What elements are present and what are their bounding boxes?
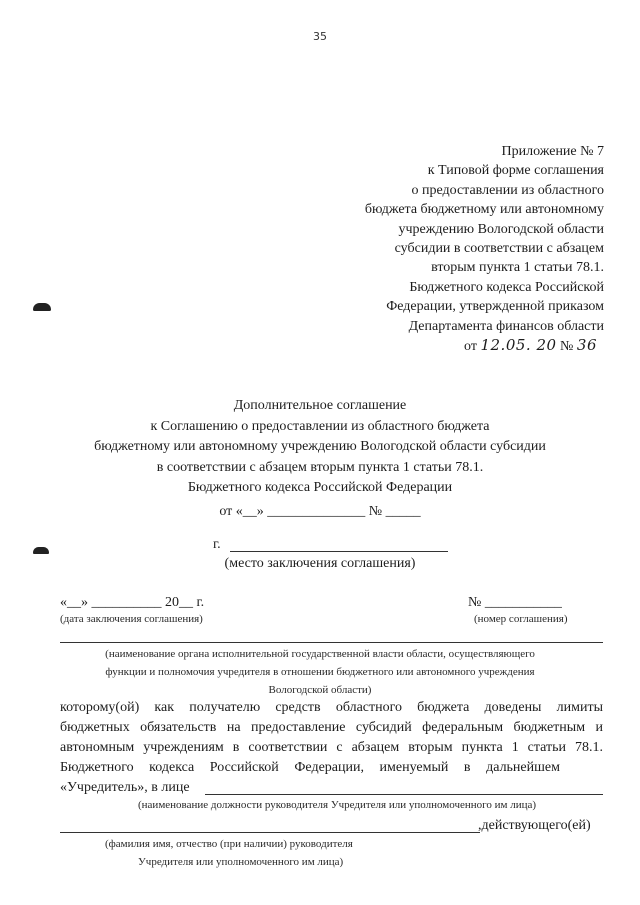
appendix-line: учреждению Вологодской области	[398, 221, 604, 237]
order-reference	[365, 336, 604, 356]
binding-hole-mark	[33, 303, 51, 311]
appendix-line: Бюджетного кодекса Российской	[409, 279, 604, 295]
order-date-handwritten: 12.05. 20	[480, 336, 557, 355]
body-paragraph-line: автономным учреждениям в соответствии с абзацем вторым пункта 1 статьи 78.1.	[60, 740, 603, 755]
title-line: к Соглашению о предоставлении из областного бюджета	[150, 418, 490, 434]
title-line: Дополнительное соглашение	[233, 398, 407, 413]
appendix-line: Департамента финансов области	[408, 318, 604, 334]
acting-text: ,действующего(ей)	[478, 818, 591, 833]
appendix-line: Федерации, утвержденной приказом	[386, 299, 604, 315]
body-paragraph-line: «Учредитель», в лице	[60, 780, 190, 795]
title-line: в соответствии с абзацем вторым пункта 1 статьи 78.1.	[156, 459, 484, 475]
appendix-line: о предоставлении из областного	[411, 182, 604, 198]
order-prefix: от	[464, 339, 477, 355]
appendix-line: бюджета бюджетному или автономному	[364, 202, 604, 218]
page-number: 35	[313, 30, 327, 43]
number-line: № ___________	[468, 595, 562, 610]
appendix-line: вторым пункта 1 статьи 78.1.	[431, 260, 604, 276]
organ-caption: Вологодской области)	[268, 684, 372, 696]
binding-hole-mark	[33, 547, 49, 554]
title-from-line: от «__» ______________ № _____	[219, 503, 421, 519]
appendix-header	[365, 142, 604, 356]
appendix-line: Приложение № 7	[501, 144, 604, 159]
order-number-prefix: №	[560, 339, 574, 355]
appendix-line: субсидии в соответствии с абзацем	[394, 241, 604, 257]
date-caption: (дата заключения соглашения)	[60, 613, 203, 625]
appendix-line: к Типовой форме соглашения	[427, 163, 604, 179]
place-caption: (место заключения соглашения)	[224, 556, 416, 571]
organ-name-line	[60, 642, 603, 643]
order-number-handwritten: 36	[576, 336, 597, 355]
document-title	[0, 396, 640, 522]
position-line	[205, 794, 603, 795]
body-paragraph-line: которому(ой) как получателю средств областного бюджета доведены лимиты	[60, 700, 603, 715]
body-paragraph-line: бюджетных обязательств на предоставление субсидий федеральным бюджетным и	[60, 720, 603, 735]
date-line: «__» __________ 20__ г.	[60, 595, 205, 610]
fio-line	[60, 832, 480, 833]
number-caption: (номер соглашения)	[474, 613, 568, 625]
fio-caption: (фамилия имя, отчество (при наличии) руководителя	[105, 838, 353, 850]
title-line: бюджетному или автономному учреждению Вологодской области субсидии	[94, 439, 546, 454]
body-paragraph-line: Бюджетного кодекса Российской Федерации, именуемый в дальнейшем	[60, 760, 560, 775]
place-line	[230, 551, 448, 552]
fio-caption: Учредителя или уполномоченного им лица)	[138, 856, 344, 868]
organ-caption: (наименование органа исполнительной государственной власти области, осуществляющего	[105, 648, 535, 660]
title-line: Бюджетного кодекса Российской Федерации	[187, 480, 453, 495]
organ-caption: функции и полномочия учредителя в отношении бюджетного или автономного учреждения	[105, 666, 535, 678]
place-prefix: г.	[213, 537, 221, 552]
position-caption: (наименование должности руководителя Учредителя или уполномоченного им лица)	[138, 799, 537, 811]
